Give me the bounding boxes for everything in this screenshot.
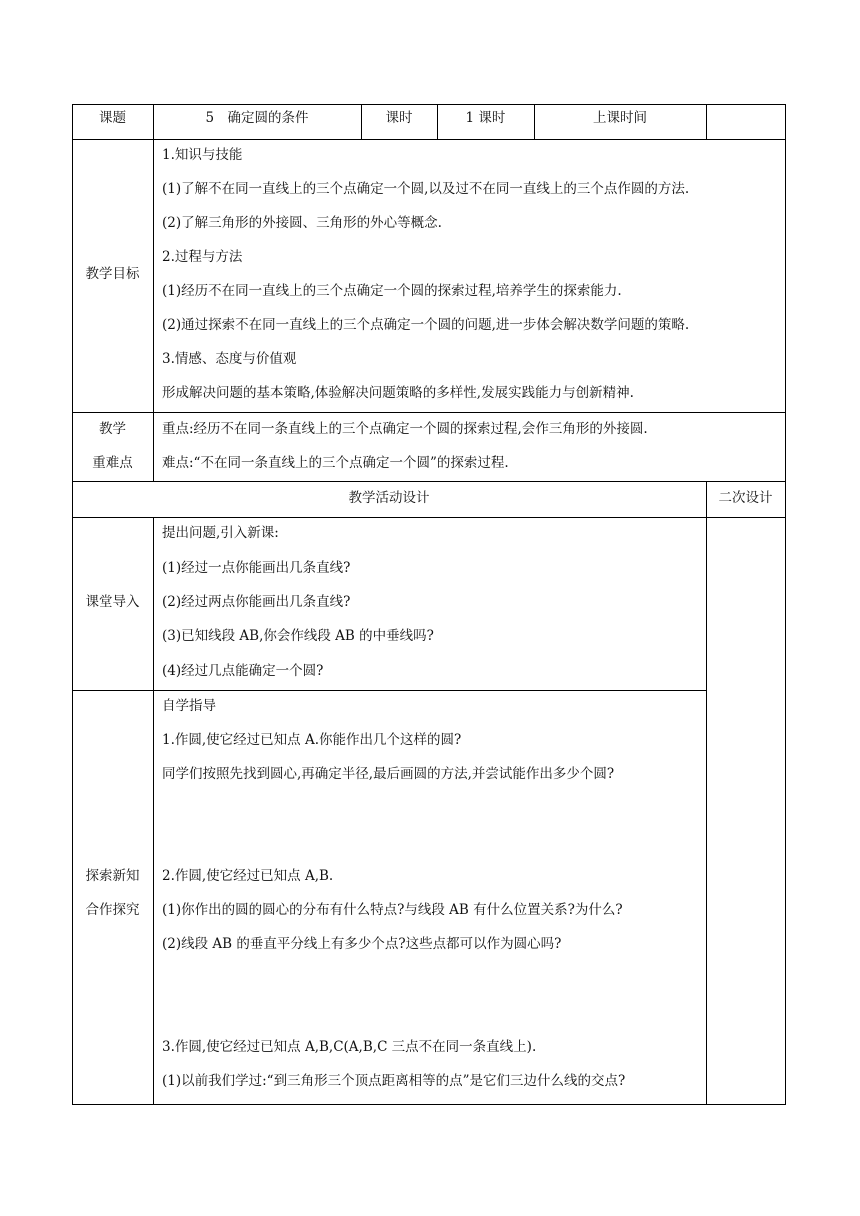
period-value: 1 课时 — [465, 110, 506, 126]
objective-line: 3.情感、态度与价值观 — [162, 351, 297, 367]
objective-line: 2.过程与方法 — [162, 249, 243, 265]
objectives-label: 教学目标 — [85, 266, 140, 282]
objective-line: 形成解决问题的基本策略,体验解决问题策略的多样性,发展实践能力与创新精神. — [162, 385, 634, 401]
objective-line: (2)通过探索不在同一直线上的三个点确定一个圆的问题,进一步体会解决数学问题的策略. — [162, 317, 690, 333]
key-point-difficulty: 难点:“不在同一条直线上的三个点确定一个圆”的探索过程. — [162, 455, 509, 471]
topic-label: 课题 — [99, 110, 126, 126]
explore-line: 1.作圆,使它经过已知点 A.你能作出几个这样的圆? — [162, 732, 462, 748]
row-divider — [72, 690, 707, 691]
row-divider — [72, 517, 786, 518]
row-divider — [72, 139, 786, 140]
key-points-label-1: 教学 — [99, 421, 126, 437]
intro-line: (4)经过几点能确定一个圆? — [162, 663, 324, 679]
objective-line: (1)了解不在同一直线上的三个点确定一个圆,以及过不在同一直线上的三个点作圆的方法. — [162, 181, 690, 197]
explore-line: (1)以前我们学过:“到三角形三个顶点距离相等的点”是它们三边什么线的交点? — [162, 1073, 626, 1089]
explore-line: (1)你作出的圆的圆心的分布有什么特点?与线段 AB 有什么位置关系?为什么? — [162, 902, 623, 918]
objective-line: (2)了解三角形的外接圆、三角形的外心等概念. — [162, 215, 442, 231]
explore-line: 自学指导 — [162, 698, 216, 714]
row-divider — [72, 412, 786, 413]
row-divider — [72, 481, 786, 482]
intro-line: (3)已知线段 AB,你会作线段 AB 的中垂线吗? — [162, 628, 434, 644]
class-time-label: 上课时间 — [593, 110, 647, 126]
second-design-header: 二次设计 — [718, 490, 773, 506]
objective-line: (1)经历不在同一直线上的三个点确定一个圆的探索过程,培养学生的探索能力. — [162, 283, 622, 299]
explore-line: 3.作圆,使它经过已知点 A,B,C(A,B,C 三点不在同一条直线上). — [162, 1039, 537, 1055]
key-point-focus: 重点:经历不在同一条直线上的三个点确定一个圆的探索过程,会作三角形的外接圆. — [162, 421, 648, 437]
key-points-label-2: 重难点 — [92, 455, 133, 471]
explore-line: 2.作圆,使它经过已知点 A,B. — [162, 868, 334, 884]
period-label: 课时 — [385, 110, 413, 126]
col-divider — [153, 517, 154, 1105]
intro-label: 课堂导入 — [85, 594, 140, 610]
col-divider — [153, 104, 154, 482]
border-bottom — [72, 1104, 786, 1105]
activity-design-header: 教学活动设计 — [348, 490, 430, 506]
explore-line: (2)线段 AB 的垂直平分线上有多少个点?这些点都可以作为圆心吗? — [162, 936, 562, 952]
explore-label-1: 探索新知 — [85, 868, 140, 884]
objective-line: 1.知识与技能 — [162, 147, 243, 163]
intro-line: (2)经过两点你能画出几条直线? — [162, 594, 351, 610]
col-divider — [706, 481, 707, 1105]
intro-line: (1)经过一点你能画出几条直线? — [162, 560, 351, 576]
col-divider — [706, 104, 707, 140]
explore-line: 同学们按照先找到圆心,再确定半径,最后画圆的方法,并尝试能作出多少个圆? — [162, 766, 615, 782]
intro-line: 提出问题,引入新课: — [162, 525, 279, 541]
topic-value: 5 确定圆的条件 — [205, 110, 309, 126]
explore-label-2: 合作探究 — [85, 902, 140, 918]
border-top — [72, 104, 786, 105]
border-right — [785, 104, 786, 1105]
